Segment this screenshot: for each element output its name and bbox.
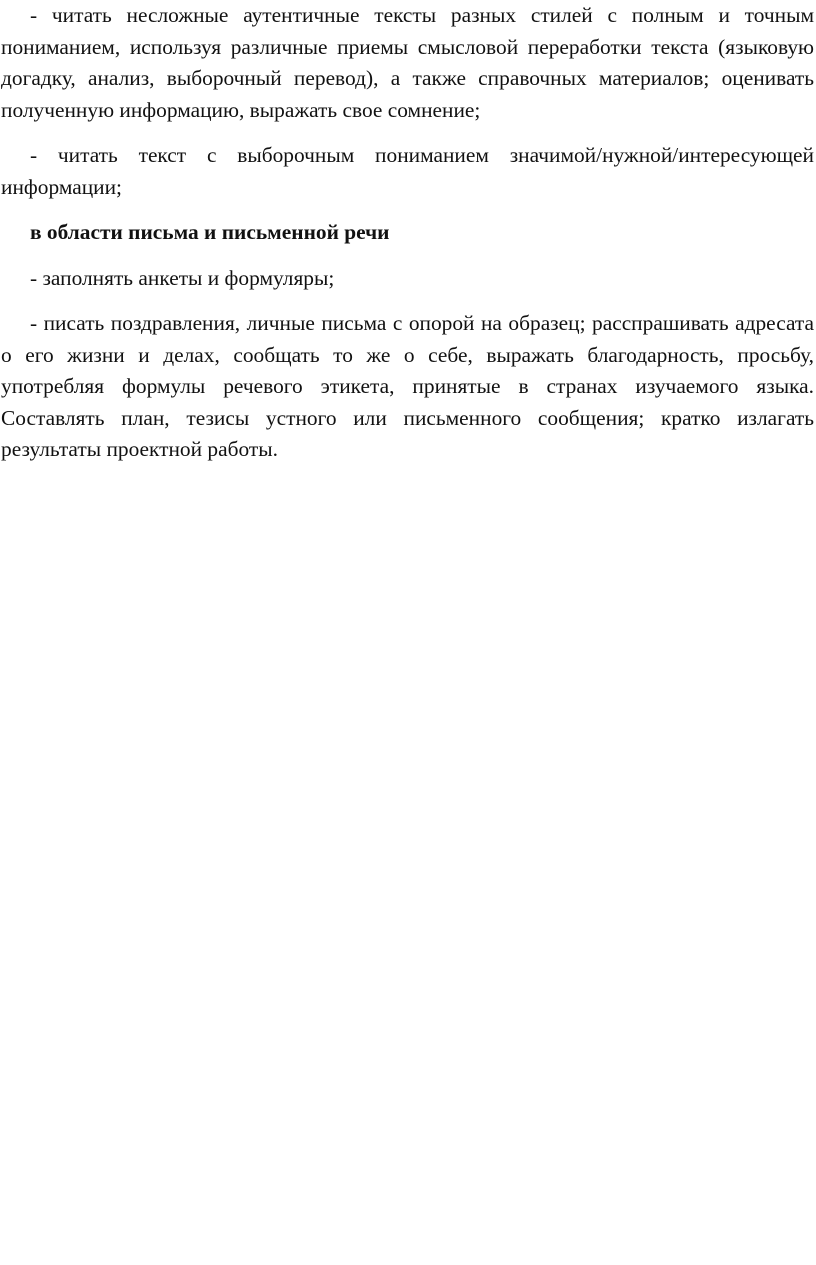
paragraph-reading-authentic-texts: - читать несложные аутентичные тексты разных стилей с полным и точным пониманием, используя различные приемы смысловой переработки текста (языковую догадку, анализ, выборочный перевод), а также справочных материалов; оценивать полученную информацию, выражать свое сомнение; — [1, 3, 814, 122]
paragraph-fill-forms: - заполнять анкеты и формуляры; — [30, 265, 335, 290]
paragraph-selective-reading: - читать текст с выборочным пониманием значимой/нужной/интересующей информации; — [1, 143, 814, 199]
section-heading-writing: в области письма и письменной речи — [30, 220, 390, 244]
document-body — [1, 0, 814, 480]
paragraph-write-letters: - писать поздравления, личные письма с опорой на образец; расспрашивать адресата о его жизни и делах, сообщать то же о себе, выражать благодарность, просьбу, употребляя формулы речевого этикета, принятые в странах изучаемого языка. Составлять план, тезисы устного или письменного сообщения; кратко излагать результаты проектной работы. — [1, 311, 814, 461]
